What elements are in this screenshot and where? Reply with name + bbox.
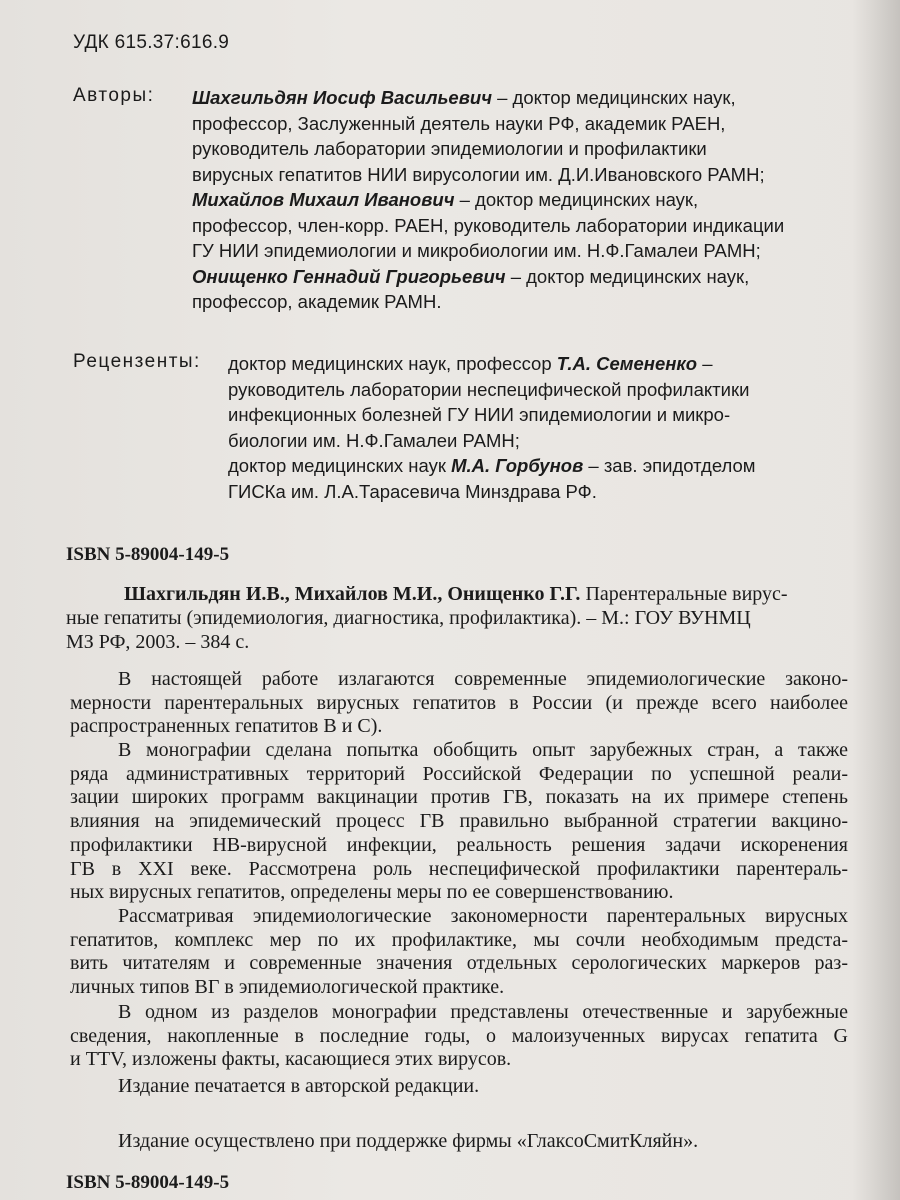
reviewer-line (228, 428, 848, 454)
author-line (192, 289, 852, 315)
reviewer-line (228, 402, 848, 428)
author-name: Шахгильдян Иосиф Васильевич (192, 87, 492, 108)
paragraph-line: личных типов ВГ в эпидемиологической практике. (70, 976, 505, 999)
author-line-text: – доктор медицинских наук, (491, 87, 736, 108)
paragraph-line: распространенных гепатитов В и С). (70, 715, 383, 738)
biblio-line-2: ные гепатиты (эпидемиология, диагностика, профилактика). – М.: ГОУ ВУНМЦ (66, 607, 751, 629)
authors-label: Авторы: (73, 85, 155, 106)
paragraph-line: сведения, накопленные в последние годы, о малоизученных вирусах гепатита G (70, 1024, 848, 1047)
biblio-title-start: Парентеральные вирус- (580, 583, 788, 605)
paragraph-line: В настоящей работе излагаются современные эпидемиологические законо- (118, 668, 848, 690)
author-line-text: – доктор медицинских наук, (505, 265, 750, 287)
paragraph-line: В монографии сделана попытка обобщить опыт зарубежных стран, а также (118, 739, 848, 761)
reviewer-line (228, 351, 848, 377)
udk-code: УДК 615.37:616.9 (73, 32, 230, 53)
paragraph-line: ГВ в XXI веке. Рассмотрена роль неспецифической профилактики парентераль- (70, 857, 848, 880)
reviewer-line (228, 479, 848, 505)
author-line (192, 264, 852, 290)
author-line-text: – доктор медицинских наук, (454, 189, 699, 210)
author-line-text: профессор, академик РАМН. (192, 291, 442, 312)
author-line (192, 187, 852, 213)
reviewers-label: Рецензенты: (73, 351, 201, 372)
authors-list (192, 85, 852, 315)
author-name: Михайлов Михаил Иванович (192, 189, 455, 210)
author-line (192, 162, 852, 188)
paragraph-line: ряда административных территорий Российской Федерации по успешной реали- (70, 762, 848, 785)
paragraph-line: зации широких программ вакцинации против ГВ, показать на их примере степень (70, 786, 848, 809)
reviewer-line-text: – зав. эпидотделом (583, 455, 756, 476)
paragraph-line: мерности парентеральных вирусных гепатитов в России (и прежде всего наиболее (70, 691, 848, 714)
isbn-bottom: ISBN 5-89004-149-5 (66, 1172, 230, 1193)
abstract-paragraph (70, 1001, 848, 1072)
biblio-line-3: МЗ РФ, 2003. – 384 с. (66, 631, 250, 653)
paragraph-line: влияния на эпидемический процесс ГВ правильно выбранной стратегии вакцино- (70, 810, 848, 833)
reviewer-name: Т.А. Семененко (556, 353, 698, 374)
author-line (192, 111, 852, 137)
paragraph-line: Рассматривая эпидемиологические закономерности парентеральных вирусных (118, 905, 848, 927)
paragraph-line: и TTV, изложены факты, касающиеся этих вирусов. (70, 1048, 512, 1071)
bibliographic-entry (66, 582, 856, 654)
reviewer-name: М.А. Горбунов (451, 455, 584, 476)
reviewer-line-text: – (697, 353, 713, 374)
support-note-block (70, 1130, 830, 1154)
paragraph-line: Издание печатается в авторской редакции. (118, 1075, 480, 1097)
author-line (192, 213, 852, 239)
paragraph-line: ных вирусных гепатитов, определены меры по ее совершенствованию. (70, 881, 674, 904)
paragraph-line: гепатитов, комплекс мер по их профилактике, мы сочли необходимым предста- (70, 928, 848, 951)
reviewer-line-text: инфекционных болезней ГУ НИИ эпидемиологии и микро- (228, 404, 731, 425)
author-line-text: ГУ НИИ эпидемиологии и микробиологии им. Н.Ф.Гамалеи РАМН; (192, 240, 761, 261)
author-line (192, 136, 852, 162)
reviewer-line-text: ГИСКа им. Л.А.Тарасевича Минздрава РФ. (228, 480, 597, 502)
abstract-paragraph (70, 905, 848, 1000)
abstract-paragraph (70, 739, 848, 905)
page-spine-shadow (852, 0, 900, 1200)
author-line-text: профессор, член-корр. РАЕН, руководитель лаборатории индикации (192, 214, 785, 236)
abstract-paragraph (70, 1075, 848, 1099)
author-line-text: вирусных гепатитов НИИ вирусологии им. Д.И.Ивановского РАМН; (192, 163, 765, 185)
reviewer-line (228, 453, 848, 479)
reviewer-line-prefix: доктор медицинских наук (228, 455, 452, 476)
paragraph-line: профилактики HB-вирусной инфекции, реальность решения задачи искоренения (70, 833, 848, 856)
author-line (192, 85, 852, 111)
reviewers-list (228, 351, 848, 504)
reviewer-line-prefix: доктор медицинских наук, профессор (228, 353, 557, 374)
abstract-paragraph (70, 668, 848, 739)
reviewer-line (228, 377, 848, 403)
author-line (192, 238, 852, 264)
reviewer-line-text: биологии им. Н.Ф.Гамалеи РАМН; (228, 429, 520, 451)
support-note: Издание осуществлено при поддержке фирмы «ГлаксоСмитКляйн». (118, 1130, 699, 1152)
author-line-text: профессор, Заслуженный деятель науки РФ, академик РАЕН, (192, 112, 726, 134)
reviewer-line-text: руководитель лаборатории неспецифической профилактики (228, 378, 750, 400)
author-line-text: руководитель лаборатории эпидемиологии и профилактики (192, 138, 707, 159)
paragraph-line: вить читателям и современные значения отдельных серологических маркеров раз- (70, 952, 848, 975)
author-name: Онищенко Геннадий Григорьевич (192, 265, 506, 287)
biblio-authors: Шахгильдян И.В., Михайлов М.И., Онищенко Г.Г. (124, 583, 581, 605)
paragraph-line: В одном из разделов монографии представлены отечественные и зарубежные (118, 1001, 848, 1023)
isbn-top: ISBN 5-89004-149-5 (66, 544, 230, 565)
